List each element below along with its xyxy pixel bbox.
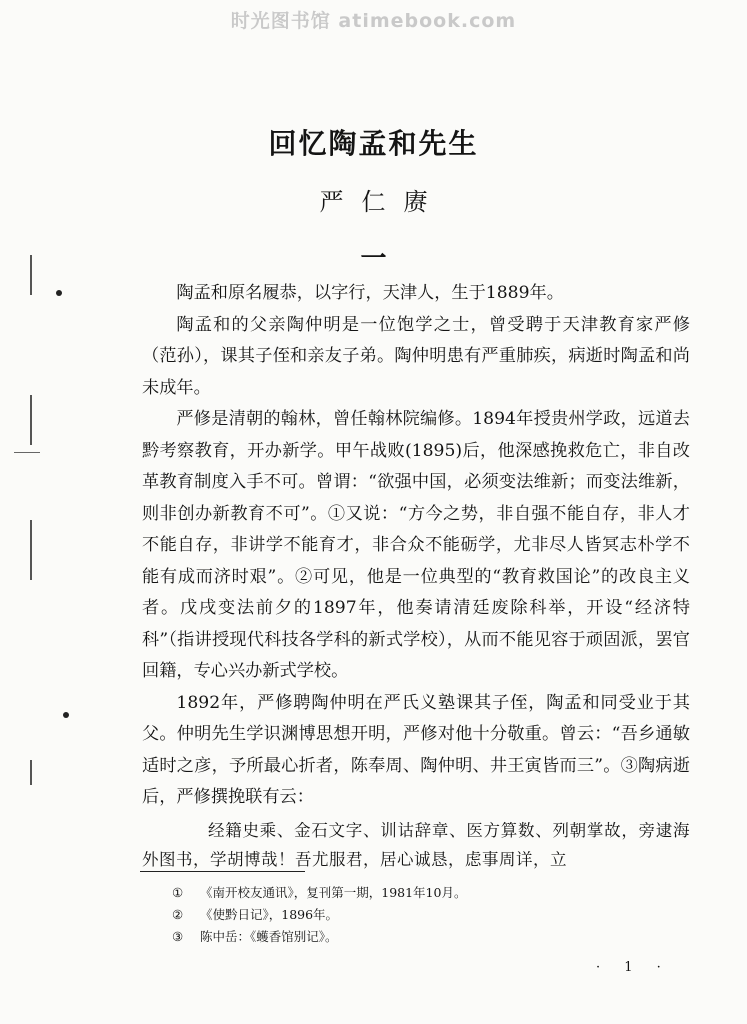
footnotes [172, 882, 672, 948]
scan-edge-mark [30, 255, 32, 295]
scan-edge-line [14, 452, 40, 453]
footnote-divider [140, 871, 305, 872]
footnote-mark: ② [172, 907, 184, 922]
footnote-item [172, 882, 672, 904]
footnote-mark: ① [172, 885, 184, 900]
article-title: 回忆陶孟和先生 [268, 127, 479, 160]
footnote-text: 《使黔日记》，1896年。 [200, 907, 339, 922]
section-number: 一 [360, 244, 387, 274]
footnote-text: 《南开校友通讯》，复刊第一期，1981年10月。 [200, 885, 467, 900]
paragraph: 严修是清朝的翰林，曾任翰林院编修。1894年授贵州学政，远道去黔考察教育，开办新学。甲午战败(1895)后，他深感挽救危亡，非自改革教育制度入手不可。曾谓：“欲强中国，必须变法维新；而变法维新，则非创办新教育不可”。①又说：“方今之势，非自强不能自存，非人才不能自存，非讲学不能育才，非合众不能砺学，尤非尽人皆冥志朴学不能有成而济时艰”。②可见，他是一位典型的“教育救国论”的改良主义者。戊戌变法前夕的1897年，他奏请清廷废除科举，开设“经济特科”（指讲授现代科技各学科的新式学校），从而不能见容于顽固派，罢官回籍，专心兴办新式学校。 [142, 409, 690, 681]
paragraph: 陶孟和原名履恭，以字行，天津人，生于1889年。 [176, 283, 564, 303]
scan-edge-mark [30, 395, 32, 445]
watermark: 时光图书馆 atimebook.com [230, 10, 517, 32]
binding-hole-mark [63, 712, 69, 718]
article-author: 严仁赓 [319, 188, 446, 216]
footnote-mark: ③ [172, 929, 184, 944]
scan-edge-mark [30, 760, 32, 785]
page-number: · 1 · [596, 960, 671, 975]
article-body [142, 278, 690, 814]
footnote-item [172, 926, 672, 948]
footnote-item [172, 904, 672, 926]
paragraph: 1892年，严修聘陶仲明在严氏义塾课其子侄，陶孟和同受业于其父。仲明先生学识渊博思想开明，严修对他十分敬重。曾云：“吾乡通敏适时之彦，予所最心折者，陈奉周、陶仲明、井王寅皆而三”。③陶病逝后，严修撰挽联有云： [142, 692, 690, 807]
quote-text: 经籍史乘、金石文字、训诂辞章、医方算数、列朝掌故，旁逮海外图书，学胡博哉！吾尤服君，居心诚恳，虑事周详，立 [142, 821, 690, 869]
paragraph: 陶孟和的父亲陶仲明是一位饱学之士，曾受聘于天津教育家严修（范孙），课其子侄和亲友子弟。陶仲明患有严重肺疾，病逝时陶孟和尚未成年。 [142, 314, 690, 398]
footnote-text: 陈中岳：《蠖香馆别记》。 [200, 929, 338, 944]
elegy-quote [142, 816, 690, 874]
binding-hole-mark [56, 290, 62, 296]
scan-edge-mark [30, 520, 32, 580]
